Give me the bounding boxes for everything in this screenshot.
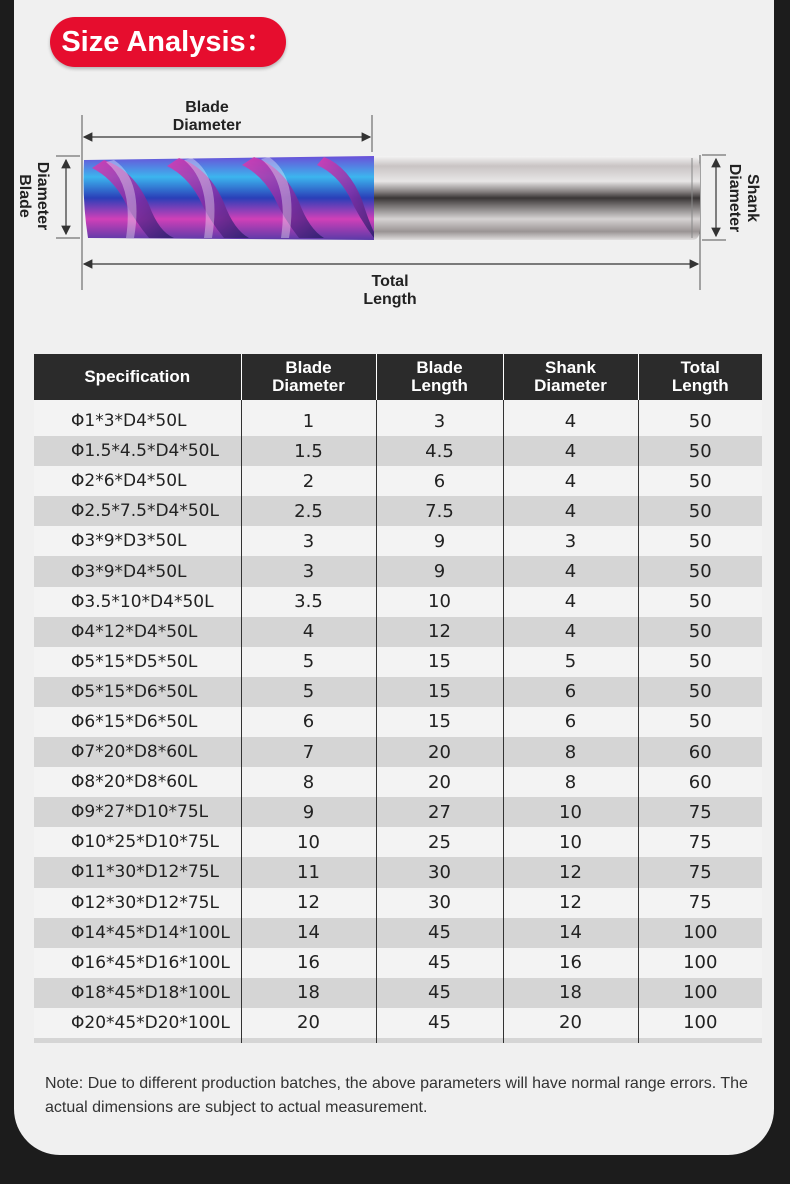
blade-length-cell: 10	[376, 587, 503, 617]
header-shank-diameter: Shank Diameter	[503, 354, 638, 400]
spec-cell: Φ4*12*D4*50L	[34, 617, 241, 647]
table-row	[34, 827, 762, 857]
blade-length-cell: 20	[376, 767, 503, 797]
specification-table	[34, 354, 762, 1043]
shank	[364, 156, 700, 240]
blade-diameter-cell: 5	[241, 677, 376, 707]
table-row	[34, 466, 762, 496]
blade-diameter-cell: 3	[241, 526, 376, 556]
blade-diameter-cell: 7	[241, 737, 376, 767]
blade-length-cell: 7.5	[376, 496, 503, 526]
total-length-cell: 100	[638, 948, 762, 978]
spec-cell: Φ12*30*D12*75L	[34, 888, 241, 918]
blade-length-cell: 27	[376, 797, 503, 827]
blade-diameter-cell: 8	[241, 767, 376, 797]
header-specification: Specification	[34, 354, 241, 400]
blade-length-cell: 45	[376, 948, 503, 978]
blade-length-cell: 30	[376, 857, 503, 887]
spec-cell: Φ2*6*D4*50L	[34, 466, 241, 496]
blade-length-cell: 9	[376, 526, 503, 556]
total-length-cell: 50	[638, 436, 762, 466]
shank-diameter-cell: 4	[503, 587, 638, 617]
shank-diameter-cell: 5	[503, 647, 638, 677]
shank-diameter-cell: 8	[503, 767, 638, 797]
blade-diameter-cell: 5	[241, 647, 376, 677]
table-row	[34, 767, 762, 797]
total-length-cell: 50	[638, 526, 762, 556]
shank-diameter-cell: 6	[503, 677, 638, 707]
total-length-cell: 50	[638, 677, 762, 707]
blade-length-cell: 45	[376, 918, 503, 948]
blade-diameter-cell: 3.5	[241, 587, 376, 617]
spec-cell: Φ7*20*D8*60L	[34, 737, 241, 767]
blade-diameter-cell: 18	[241, 978, 376, 1008]
total-length-cell: 75	[638, 888, 762, 918]
blade-length-cell: 4.5	[376, 436, 503, 466]
total-length-cell: 100	[638, 918, 762, 948]
table-header-row	[34, 354, 762, 400]
header-blade-diameter: Blade Diameter	[241, 354, 376, 400]
total-length-cell: 50	[638, 406, 762, 436]
blade-length-cell: 15	[376, 647, 503, 677]
table-row	[34, 918, 762, 948]
content-card	[14, 0, 774, 1155]
total-length-cell: 75	[638, 797, 762, 827]
shank-diameter-cell: 16	[503, 948, 638, 978]
spec-cell: Φ3*9*D4*50L	[34, 556, 241, 586]
blade-diameter-side-label: Diameter Blade	[16, 161, 51, 231]
blade-diameter-cell: 2.5	[241, 496, 376, 526]
shank-diameter-cell: 4	[503, 496, 638, 526]
table-row	[34, 737, 762, 767]
shank-diameter-cell: 4	[503, 617, 638, 647]
spec-cell: Φ2.5*7.5*D4*50L	[34, 496, 241, 526]
blade-diameter-cell: 6	[241, 707, 376, 737]
blade-length-cell: 20	[376, 737, 503, 767]
spec-cell: Φ8*20*D8*60L	[34, 767, 241, 797]
table-row	[34, 888, 762, 918]
blade-length-cell: 45	[376, 1008, 503, 1038]
table-row	[34, 677, 762, 707]
total-length-cell: 100	[638, 978, 762, 1008]
table-row	[34, 496, 762, 526]
blade-length-cell: 15	[376, 707, 503, 737]
blade-diameter-cell: 16	[241, 948, 376, 978]
spec-cell: Φ5*15*D6*50L	[34, 677, 241, 707]
spec-cell: Φ11*30*D12*75L	[34, 857, 241, 887]
blade-diameter-cell: 20	[241, 1008, 376, 1038]
shank-diameter-cell: 6	[503, 707, 638, 737]
blade-length-cell: 45	[376, 978, 503, 1008]
blade-diameter-cell: 4	[241, 617, 376, 647]
blade-diameter-cell: 1	[241, 406, 376, 436]
total-length-cell: 100	[638, 1008, 762, 1038]
shank-diameter-cell: 18	[503, 978, 638, 1008]
shank-diameter-cell: 8	[503, 737, 638, 767]
spec-cell: Φ9*27*D10*75L	[34, 797, 241, 827]
spec-cell: Φ1.5*4.5*D4*50L	[34, 436, 241, 466]
total-length-cell: 60	[638, 767, 762, 797]
blade-length-cell: 3	[376, 406, 503, 436]
blade-diameter-cell: 3	[241, 556, 376, 586]
header-total-length: Total Length	[638, 354, 762, 400]
table-row	[34, 647, 762, 677]
blade-diameter-cell: 1.5	[241, 436, 376, 466]
total-length-label: Total Length	[363, 273, 417, 308]
shank-diameter-cell: 14	[503, 918, 638, 948]
table-row	[34, 857, 762, 887]
shank-diameter-cell: 4	[503, 556, 638, 586]
shank-diameter-cell: 10	[503, 827, 638, 857]
blade-length-cell: 12	[376, 617, 503, 647]
spec-cell: Φ3*9*D3*50L	[34, 526, 241, 556]
total-length-cell: 50	[638, 617, 762, 647]
total-length-cell: 50	[638, 647, 762, 677]
table-row	[34, 707, 762, 737]
shank-diameter-cell: 4	[503, 466, 638, 496]
blade-diameter-cell: 14	[241, 918, 376, 948]
blade-diameter-cell: 10	[241, 827, 376, 857]
table-row	[34, 526, 762, 556]
spec-cell: Φ20*45*D20*100L	[34, 1008, 241, 1038]
spec-cell: Φ16*45*D16*100L	[34, 948, 241, 978]
blade-diameter-cell: 12	[241, 888, 376, 918]
table-row	[34, 1008, 762, 1038]
total-length-cell: 75	[638, 857, 762, 887]
blade-length-cell: 9	[376, 556, 503, 586]
spec-cell: Φ6*15*D6*50L	[34, 707, 241, 737]
blade-length-cell: 30	[376, 888, 503, 918]
spec-cell: Φ5*15*D5*50L	[34, 647, 241, 677]
blade-length-cell: 6	[376, 466, 503, 496]
blade-diameter-cell: 2	[241, 466, 376, 496]
blade-diameter-top-label: Blade Diameter	[172, 99, 242, 134]
shank-diameter-cell: 12	[503, 888, 638, 918]
table-row	[34, 436, 762, 466]
blade-diameter-cell: 9	[241, 797, 376, 827]
blade-length-cell: 25	[376, 827, 503, 857]
spec-cell: Φ3.5*10*D4*50L	[34, 587, 241, 617]
table-row	[34, 406, 762, 436]
table-row	[34, 948, 762, 978]
total-length-cell: 50	[638, 556, 762, 586]
total-length-cell: 50	[638, 587, 762, 617]
total-length-cell: 75	[638, 827, 762, 857]
total-length-cell: 60	[638, 737, 762, 767]
spec-cell: Φ10*25*D10*75L	[34, 827, 241, 857]
total-length-cell: 50	[638, 466, 762, 496]
shank-diameter-cell: 4	[503, 436, 638, 466]
table-row	[34, 797, 762, 827]
shank-diameter-cell: 10	[503, 797, 638, 827]
shank-diameter-cell: 12	[503, 857, 638, 887]
table-row	[34, 587, 762, 617]
header-blade-length: Blade Length	[376, 354, 503, 400]
production-note: Note: Due to different production batches, the above parameters will have normal range errors. The actual dimensions are subject to actual measurement.	[45, 1075, 748, 1116]
shank-diameter-cell: 20	[503, 1008, 638, 1038]
spec-cell: Φ14*45*D14*100L	[34, 918, 241, 948]
blade-length-cell: 15	[376, 677, 503, 707]
table-row	[34, 617, 762, 647]
spec-cell: Φ18*45*D18*100L	[34, 978, 241, 1008]
spec-cell: Φ1*3*D4*50L	[34, 406, 241, 436]
shank-diameter-cell: 3	[503, 526, 638, 556]
shank-diameter-cell: 4	[503, 406, 638, 436]
total-length-cell: 50	[638, 496, 762, 526]
table-row	[34, 978, 762, 1008]
shank-diameter-side-label: Shank Diameter	[726, 163, 761, 233]
size-analysis-title: Size Analysis：	[50, 17, 286, 67]
total-length-cell: 50	[638, 707, 762, 737]
blade-diameter-cell: 11	[241, 857, 376, 887]
table-row	[34, 556, 762, 586]
